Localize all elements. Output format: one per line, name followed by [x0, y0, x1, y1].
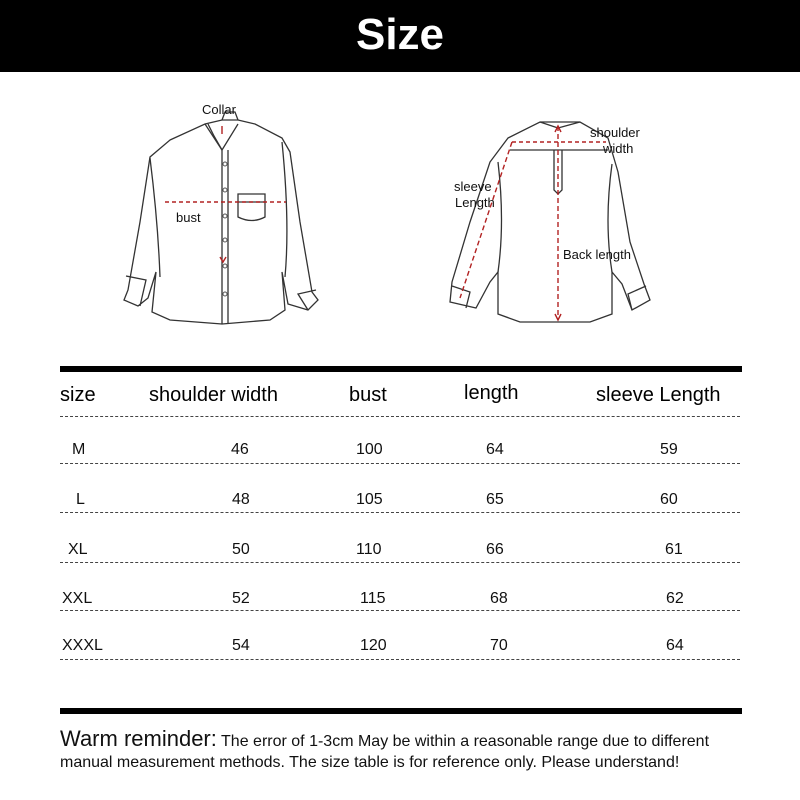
table-cell-bust: 120 [360, 637, 387, 654]
front-shirt-outline [124, 112, 318, 324]
table-cell-shoulder: 50 [232, 541, 250, 558]
table-cell-length: 70 [490, 637, 508, 654]
bust-label: bust [176, 210, 201, 225]
table-cell-sleeve: 62 [666, 590, 684, 607]
warm-reminder [60, 728, 760, 773]
reminder-text: The error of 1-3cm May be within a reasonable range due to different manual measurement methods. The size table is for reference only. Please understand! [60, 733, 710, 771]
shoulder-width-label-line1: shoulder [590, 125, 640, 140]
table-cell-size: M [72, 441, 86, 458]
table-cell-bust: 105 [356, 491, 383, 508]
table-cell-size: L [76, 491, 85, 508]
table-cell-length: 66 [486, 541, 504, 558]
table-cell-bust: 110 [356, 541, 382, 558]
front-shirt-buttons [223, 162, 227, 296]
header-divider [60, 416, 740, 417]
table-cell-length: 64 [486, 441, 504, 458]
reminder-title: Warm reminder: [60, 726, 217, 751]
column-header-size: size [60, 384, 96, 406]
table-cell-bust: 100 [356, 441, 383, 458]
row-divider [60, 562, 740, 563]
sleeve-length-label-line2: Length [455, 195, 495, 210]
row-divider [60, 512, 740, 513]
table-cell-size: XXL [62, 590, 93, 607]
table-cell-length: 68 [490, 590, 508, 607]
row-divider [60, 659, 740, 660]
page-title: Size [355, 10, 445, 59]
table-cell-sleeve: 60 [660, 491, 678, 508]
shoulder-width-label-line2: width [603, 141, 634, 156]
collar-label: Collar [202, 102, 236, 117]
column-header-length: length [464, 382, 519, 404]
back-measure-lines [460, 126, 606, 320]
shirt-illustration [0, 72, 800, 362]
table-cell-sleeve: 64 [666, 637, 684, 654]
row-divider [60, 463, 740, 464]
table-cell-sleeve: 59 [660, 441, 678, 458]
column-header-sleeve-length: sleeve Length [596, 384, 721, 406]
table-bottom-rule [60, 708, 742, 714]
table-cell-shoulder: 54 [232, 637, 250, 654]
table-cell-bust: 115 [360, 590, 386, 607]
table-cell-size: XL [68, 541, 88, 558]
column-header-bust: bust [349, 384, 387, 406]
back-length-label: Back length [563, 247, 631, 262]
row-divider [60, 610, 740, 611]
table-cell-shoulder: 48 [232, 491, 250, 508]
table-cell-size: XXXL [62, 637, 103, 654]
table-top-rule [60, 366, 742, 372]
table-cell-sleeve: 61 [665, 541, 683, 558]
column-header-shoulder-width: shoulder width [149, 384, 278, 406]
table-cell-length: 65 [486, 491, 504, 508]
shirt-diagram [0, 72, 800, 362]
sleeve-length-label-line1: sleeve [454, 179, 492, 194]
table-cell-shoulder: 46 [231, 441, 249, 458]
table-cell-shoulder: 52 [232, 590, 250, 607]
